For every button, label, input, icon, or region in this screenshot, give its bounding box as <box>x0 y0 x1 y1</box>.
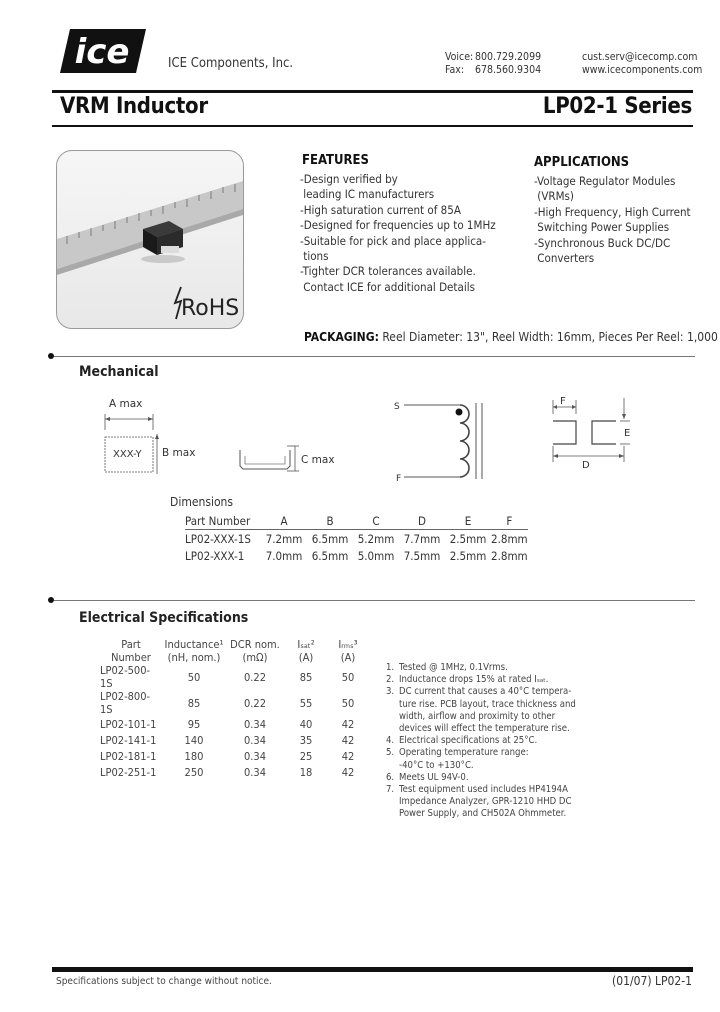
a-max-label: A max <box>109 398 143 410</box>
rohs-label: RoHS <box>181 296 240 321</box>
table-row <box>185 547 528 564</box>
dimension-cell: 7.7mm <box>403 531 441 546</box>
note-number: 7. <box>386 784 395 796</box>
list-line: -Voltage Regulator Modules <box>534 174 676 188</box>
dimension-column-header: E <box>464 513 472 528</box>
list-line: Converters <box>534 251 595 266</box>
dimension-cell: 7.5mm <box>403 548 441 563</box>
electrical-table <box>100 638 368 780</box>
list-line: -Tighter DCR tolerances available. <box>300 264 476 279</box>
note-item <box>386 735 576 747</box>
dimension-column-header: B <box>326 513 334 528</box>
dimension-cell: 6.5mm <box>311 548 349 563</box>
applications-heading: APPLICATIONS <box>534 155 630 170</box>
packaging-text: Reel Diameter: 13", Reel Width: 16mm, Pieces Per Reel: 1,000 <box>378 330 718 344</box>
spec-cell: LP02-181-1 <box>100 749 157 763</box>
list-line: -High Frequency, High Current <box>534 204 691 219</box>
series-title: LP02-1 Series <box>542 94 692 119</box>
note-line: Tested @ 1MHz, 0.1Vrms. <box>399 662 508 673</box>
spec-cell: 95 <box>187 717 201 731</box>
dimensions-table <box>185 512 528 564</box>
spec-cell: 0.34 <box>243 765 267 779</box>
spec-column-header: (A) <box>298 651 314 664</box>
spec-cell: 0.34 <box>243 733 267 747</box>
list-line: Switching Power Supplies <box>534 220 670 235</box>
voice-number: 800.729.2099 <box>475 51 542 63</box>
pad-layout-drawing <box>540 392 640 472</box>
spec-cell: 35 <box>299 733 313 747</box>
dimension-cell: 5.0mm <box>357 548 395 563</box>
dimension-cell: 2.5mm <box>449 531 487 546</box>
spec-cell: 250 <box>184 765 204 779</box>
start-pin-label: S <box>394 402 400 412</box>
note-number: 1. <box>386 662 395 673</box>
footer-bar <box>52 967 693 972</box>
note-line: -40°C to +130°C. <box>399 759 474 771</box>
list-line: (VRMs) <box>534 189 574 204</box>
footer-doc-code: (01/07) LP02-1 <box>612 974 692 988</box>
d-dim-label: D <box>582 460 590 471</box>
spec-cell: 40 <box>299 717 313 731</box>
footer-notice: Specifications subject to change without notice. <box>56 976 272 987</box>
note-line: width, airflow and proximity to other <box>399 710 556 722</box>
dimension-cell: 2.8mm <box>491 531 528 546</box>
spec-cell: 0.34 <box>243 717 267 731</box>
c-max-label: C max <box>301 454 335 466</box>
fax-number: 678.560.9304 <box>475 64 542 76</box>
spec-cell: LP02-101-1 <box>100 717 157 731</box>
top-view-drawing <box>95 392 200 482</box>
note-line: Operating temperature range: <box>399 747 529 759</box>
spec-cell: 42 <box>341 749 355 763</box>
spec-cell: LP02-141-1 <box>100 733 157 747</box>
packaging-line <box>304 330 718 344</box>
dimension-column-header: Part Number <box>185 513 251 528</box>
email-link[interactable]: cust.serv@icecomp.com <box>582 51 698 63</box>
note-item <box>386 747 576 771</box>
table-row <box>100 748 368 764</box>
list-line: -Synchronous Buck DC/DC <box>534 235 671 250</box>
spec-cell: 85 <box>299 670 313 684</box>
photo-illustration <box>57 151 243 328</box>
spec-cell: 0.34 <box>243 749 267 763</box>
note-item <box>386 674 576 686</box>
dimensions-label: Dimensions <box>170 495 234 509</box>
company-name: ICE Components, Inc. <box>168 56 294 71</box>
product-title: VRM Inductor <box>60 94 208 119</box>
product-photo <box>56 150 244 329</box>
note-line: Impedance Analyzer, GPR-1210 HHD DC <box>399 796 572 808</box>
spec-column-header: DCR nom. <box>230 638 280 651</box>
packaging-label: PACKAGING: <box>304 330 379 344</box>
list-line: tions <box>300 249 329 264</box>
spec-cell: 50 <box>341 696 355 710</box>
spec-column-header: Part <box>121 638 141 651</box>
table-row <box>100 664 368 690</box>
table-row <box>100 732 368 748</box>
list-line: -Designed for frequencies up to 1MHz <box>300 218 496 233</box>
b-max-label: B max <box>162 447 196 459</box>
note-number: 5. <box>386 747 395 759</box>
spec-cell: 25 <box>299 749 313 763</box>
spec-cell: 42 <box>341 765 355 779</box>
contact-values <box>475 51 541 77</box>
list-line: Contact ICE for additional Details <box>300 279 475 294</box>
table-row <box>100 716 368 732</box>
list-line: -Suitable for pick and place applica- <box>300 233 487 248</box>
spec-cell: LP02-251-1 <box>100 765 157 779</box>
note-line: devices will effect the temperature rise. <box>399 723 570 735</box>
table-row <box>100 764 368 780</box>
spec-column-header: (A) <box>340 651 356 664</box>
note-line: Inductance drops 15% at rated Iₛₐₜ. <box>399 674 549 686</box>
spec-cell: 140 <box>184 733 204 747</box>
finish-pin-label: F <box>396 474 402 484</box>
spec-cell: 42 <box>341 733 355 747</box>
dimension-cell: 7.0mm <box>265 548 303 563</box>
spec-column-header: Iᵣₘₛ³ <box>338 638 358 651</box>
note-number: 2. <box>386 674 395 686</box>
voice-label: Voice: <box>445 51 474 63</box>
dimension-cell: 7.2mm <box>265 531 303 546</box>
side-view-drawing <box>235 438 335 478</box>
part-marking: XXX-Y <box>113 449 142 460</box>
spec-cell: LP02-800-1S <box>100 690 151 716</box>
dimension-cell: 2.8mm <box>491 548 528 563</box>
f-dim-label: F <box>560 396 566 407</box>
spec-cell: LP02-500-1S <box>100 664 151 690</box>
ice-logo <box>60 27 146 75</box>
contact-web <box>582 51 702 77</box>
note-line: DC current that causes a 40°C tempera- <box>399 686 572 698</box>
applications-list <box>534 174 691 266</box>
website-link[interactable]: www.icecomponents.com <box>582 64 703 76</box>
note-line: Meets UL 94V-0. <box>399 771 469 783</box>
contact-labels <box>445 51 473 77</box>
dimension-column-header: C <box>372 513 380 528</box>
spec-cell: 85 <box>187 696 201 710</box>
spec-column-header: Iₛₐₜ² <box>297 638 315 651</box>
spec-cell: 0.22 <box>243 670 267 684</box>
note-item <box>386 662 576 674</box>
note-number: 3. <box>386 686 395 698</box>
spec-cell: 50 <box>341 670 355 684</box>
dimension-cell: 5.2mm <box>357 531 395 546</box>
table-row <box>185 530 528 548</box>
schematic-drawing <box>390 395 490 485</box>
spec-cell: 42 <box>341 717 355 731</box>
fax-label: Fax: <box>445 64 465 76</box>
notes-list <box>386 662 576 821</box>
electrical-heading: Electrical Specifications <box>79 610 249 626</box>
features-list <box>300 172 496 295</box>
dimension-cell: 2.5mm <box>449 548 487 563</box>
spec-cell: 180 <box>184 749 204 763</box>
list-line: leading IC manufacturers <box>300 187 435 202</box>
dimension-column-header: A <box>280 513 288 528</box>
note-number: 4. <box>386 735 395 747</box>
dimension-column-header: F <box>506 513 513 528</box>
section-divider <box>54 600 695 601</box>
dimension-cell: LP02-XXX-1S <box>185 531 251 546</box>
table-row <box>100 690 368 716</box>
note-number: 6. <box>386 771 395 783</box>
note-item <box>386 772 576 784</box>
section-divider <box>54 356 695 357</box>
note-item <box>386 784 576 821</box>
note-line: Electrical specifications at 25°C. <box>399 735 538 747</box>
mechanical-heading: Mechanical <box>79 364 159 380</box>
note-line: Test equipment used includes HP4194A <box>399 784 568 796</box>
spec-cell: 0.22 <box>243 696 267 710</box>
spec-cell: 50 <box>187 670 201 684</box>
list-line: -High saturation current of 85A <box>300 202 461 217</box>
note-item <box>386 686 576 735</box>
spec-column-header: Number <box>111 651 151 664</box>
logo-text: ice <box>74 32 130 72</box>
note-line: Power Supply, and CH502A Ohmmeter. <box>399 808 567 820</box>
dimension-cell: LP02-XXX-1 <box>185 548 245 563</box>
list-line: -Design verified by <box>300 172 398 186</box>
spec-column-header: (mΩ) <box>242 651 268 664</box>
spec-column-header: (nH, nom.) <box>167 651 221 664</box>
dimension-cell: 6.5mm <box>311 531 349 546</box>
note-line: ture rise. PCB layout, trace thickness and <box>399 698 576 710</box>
spec-cell: 55 <box>299 696 313 710</box>
e-dim-label: E <box>624 428 631 439</box>
spec-column-header: Inductance¹ <box>164 638 224 651</box>
features-heading: FEATURES <box>302 153 369 168</box>
dimension-column-header: D <box>418 513 426 528</box>
spec-cell: 18 <box>299 765 313 779</box>
